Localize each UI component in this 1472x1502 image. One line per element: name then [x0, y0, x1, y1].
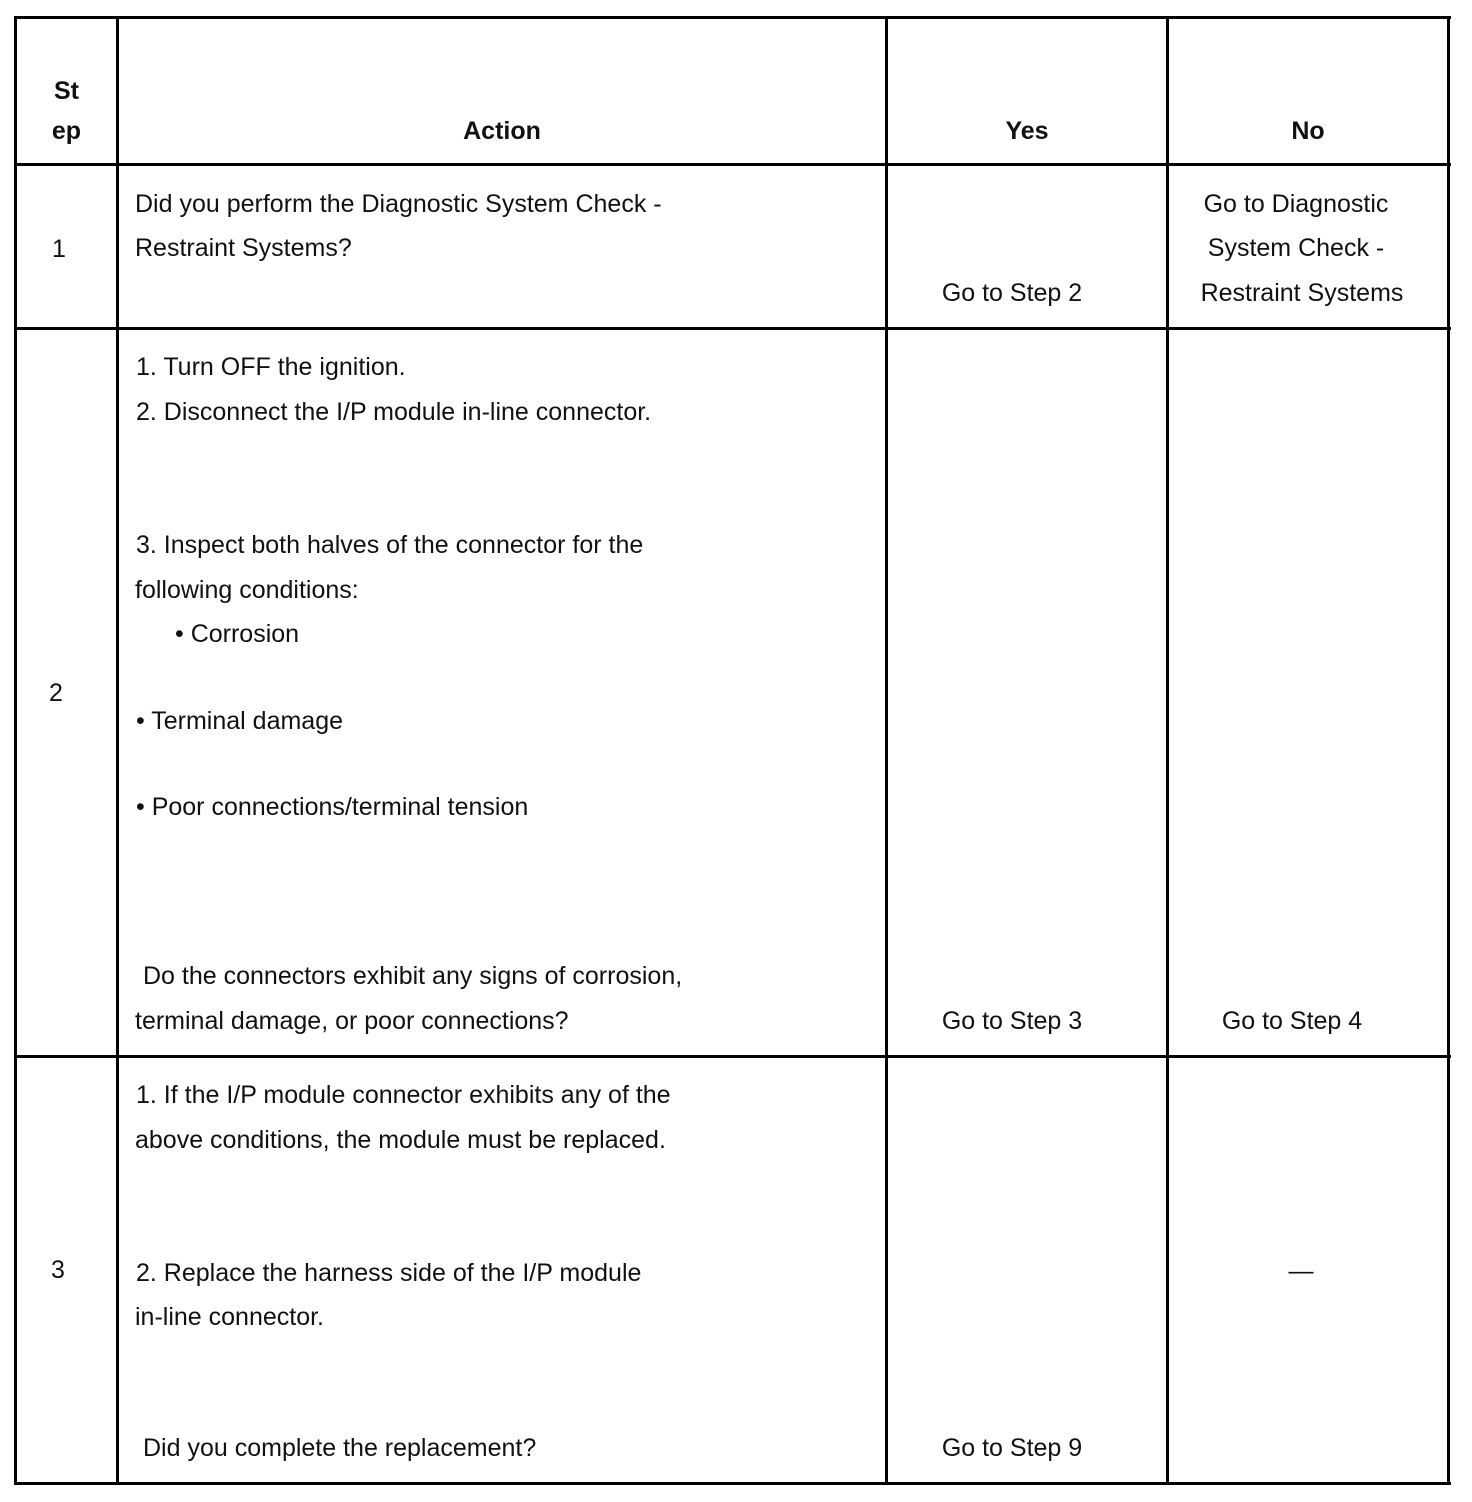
step-number: 3	[51, 1256, 65, 1284]
action-step: 2. Disconnect the I/P module in-line connector.	[136, 398, 652, 426]
no-result: Restraint Systems	[1200, 279, 1404, 307]
condition-item: • Terminal damage	[136, 707, 344, 735]
step-number: 1	[52, 235, 66, 263]
header-divider	[14, 163, 1451, 166]
action-question: Did you complete the replacement?	[143, 1434, 537, 1462]
action-text: following conditions:	[135, 576, 359, 604]
no-result: Go to Diagnostic	[1203, 190, 1389, 218]
column-divider-action	[885, 16, 888, 1485]
action-step: 1. Turn OFF the ignition.	[136, 353, 406, 381]
no-result: Go to Step 4	[1221, 1007, 1363, 1035]
yes-result: Go to Step 9	[941, 1434, 1083, 1462]
header-step-line-2: ep	[51, 117, 82, 145]
step-number: 2	[49, 679, 63, 707]
yes-result: Go to Step 3	[941, 1007, 1083, 1035]
header-yes: Yes	[1005, 117, 1049, 145]
row-divider-1	[14, 327, 1451, 330]
no-result: —	[1288, 1257, 1314, 1285]
no-result: System Check -	[1207, 234, 1385, 262]
table-border-top	[14, 16, 1451, 19]
column-divider-step	[116, 16, 119, 1485]
header-no: No	[1291, 117, 1325, 145]
action-text: Restraint Systems?	[135, 234, 352, 262]
table-border-right	[1447, 16, 1450, 1485]
action-text: above conditions, the module must be replaced.	[135, 1126, 666, 1154]
action-question: Do the connectors exhibit any signs of corrosion,	[143, 962, 683, 990]
action-text: in-line connector.	[135, 1303, 325, 1331]
condition-item: • Poor connections/terminal tension	[136, 793, 529, 821]
header-step-line-1: St	[54, 77, 79, 105]
action-step: 3. Inspect both halves of the connector for the	[136, 531, 644, 559]
condition-item: • Corrosion	[175, 620, 300, 648]
action-step: 1. If the I/P module connector exhibits any of the	[136, 1081, 671, 1109]
row-divider-2	[14, 1055, 1451, 1058]
action-text: Did you perform the Diagnostic System Check -	[135, 190, 662, 218]
yes-result: Go to Step 2	[941, 279, 1083, 307]
action-question: terminal damage, or poor connections?	[135, 1007, 569, 1035]
header-action: Action	[463, 117, 541, 145]
table-border-bottom	[14, 1482, 1451, 1485]
action-step: 2. Replace the harness side of the I/P module	[136, 1259, 642, 1287]
